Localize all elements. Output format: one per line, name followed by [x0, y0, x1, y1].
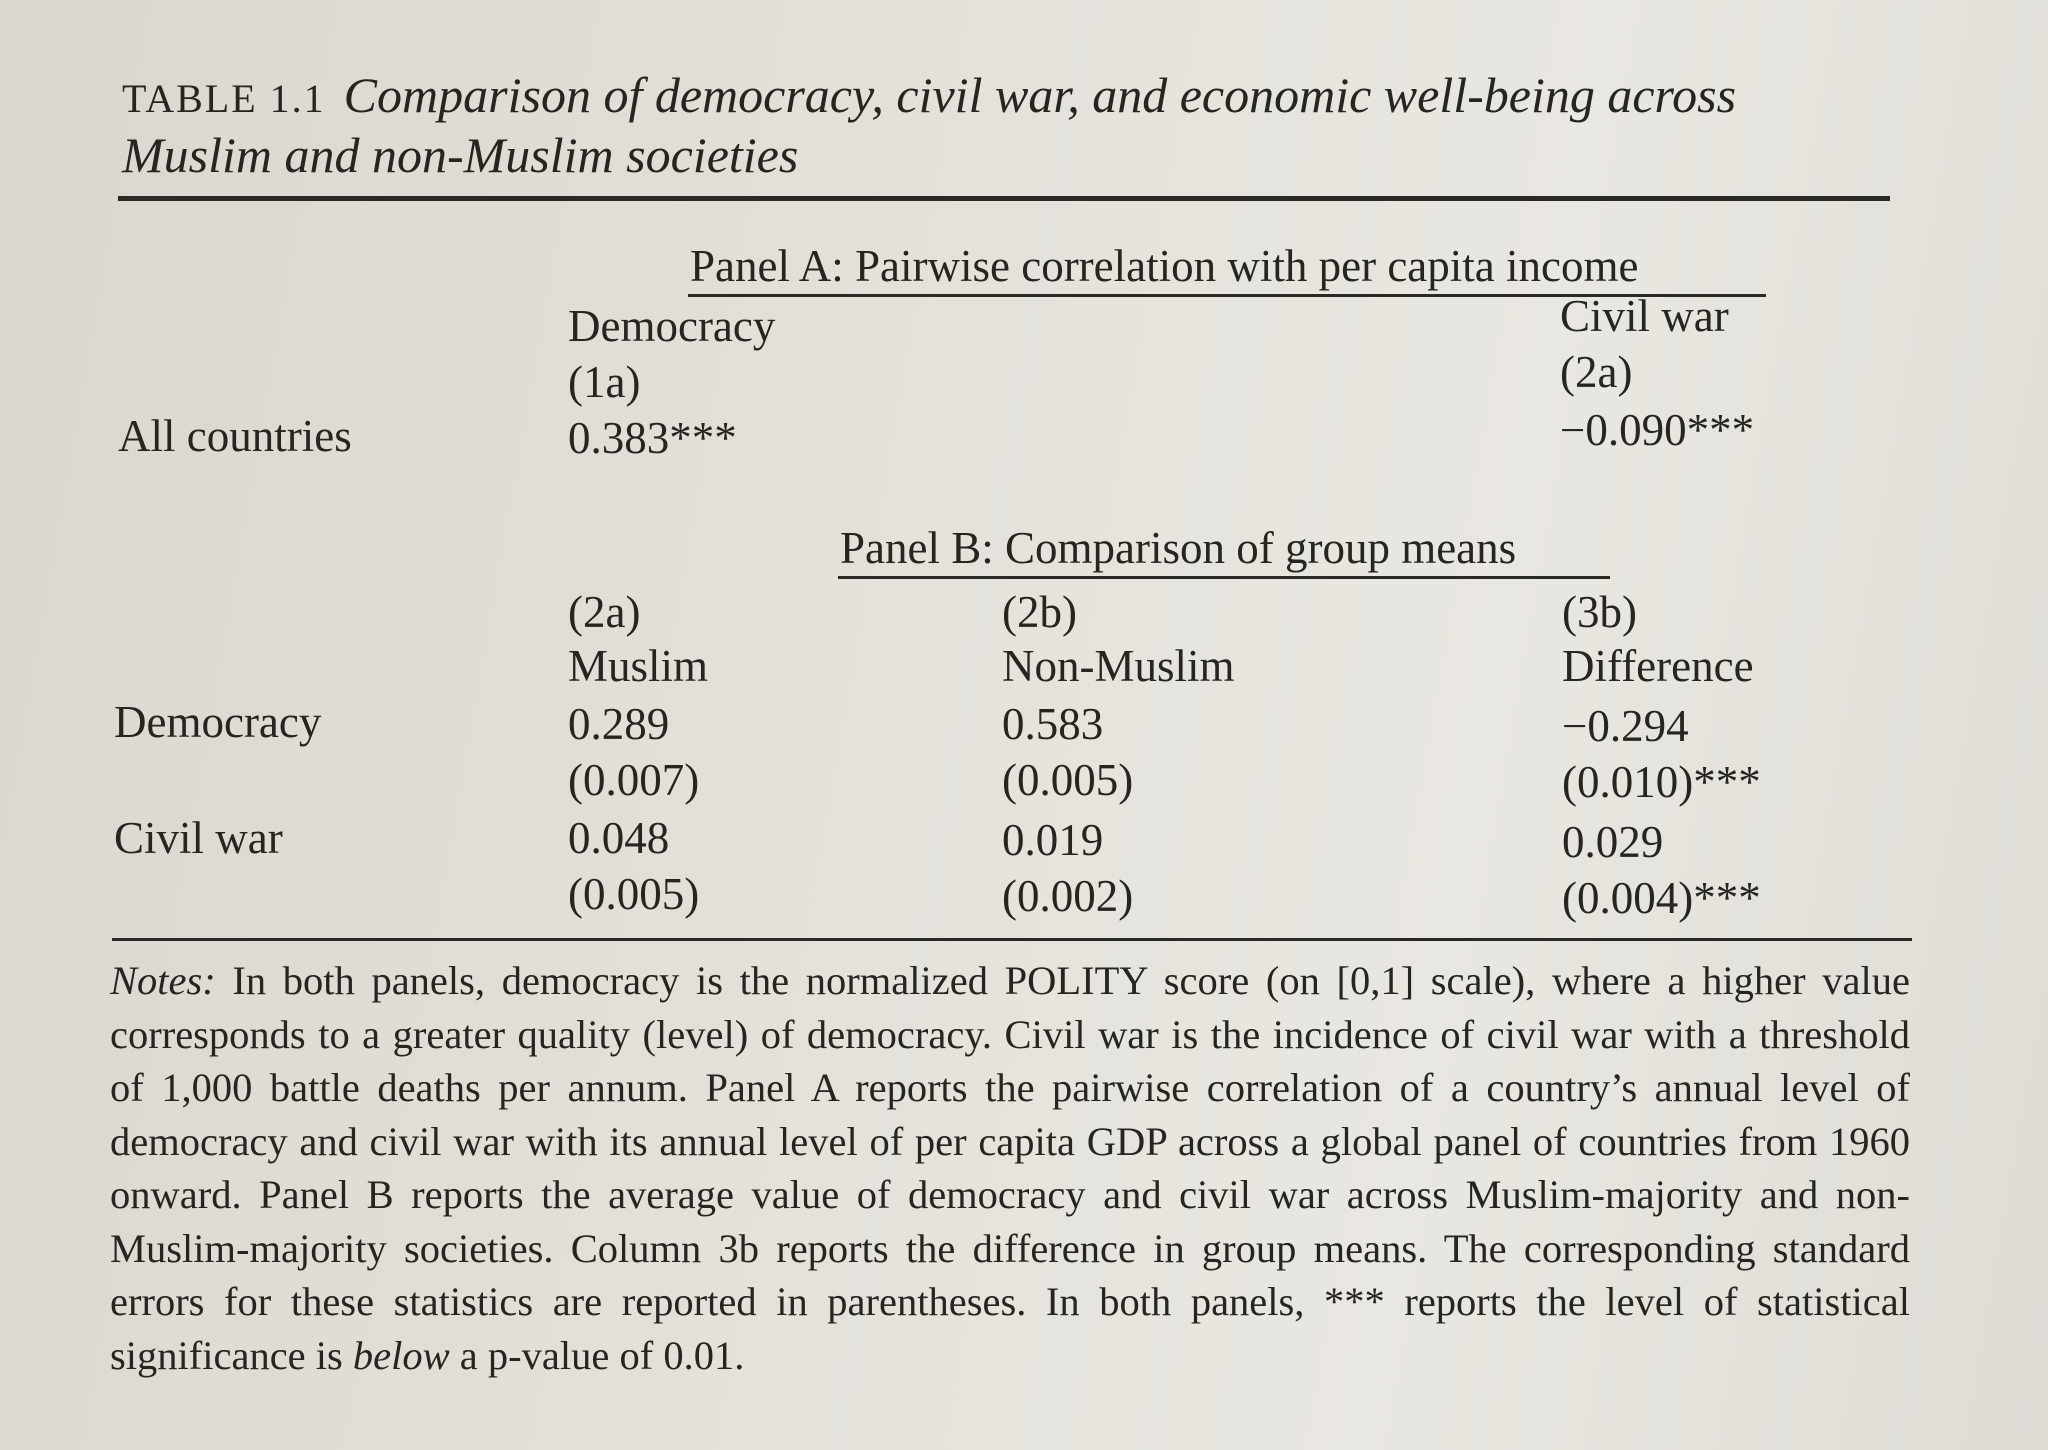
- table-label: TABLE 1.1: [122, 76, 326, 121]
- notes-emphasis: below: [352, 1332, 450, 1378]
- bottom-rule: [112, 938, 1912, 941]
- panel-b-col1-header: Muslim: [568, 641, 709, 691]
- panel-b-col1-id: (2a): [568, 587, 641, 637]
- panel-b-col3-header: Difference: [1562, 641, 1754, 691]
- row-label-civil-war: Civil war: [114, 813, 283, 863]
- panel-b-col2-id: (2b): [1002, 587, 1077, 637]
- notes-text-b: a p-value of 0.01.: [449, 1332, 745, 1378]
- caption-line-1: Comparison of democracy, civil war, and economic well-being across: [343, 67, 1737, 123]
- civilwar-muslim-se: (0.005): [568, 869, 700, 919]
- caption-line-2: Muslim and non-Muslim societies: [122, 127, 799, 183]
- row-label-all-countries: All countries: [118, 411, 352, 461]
- panel-a-col2-id: (2a): [1560, 347, 1633, 397]
- row-label-democracy: Democracy: [114, 697, 322, 747]
- democracy-muslim-se: (0.007): [568, 755, 700, 805]
- panel-a-civilwar-value: −0.090***: [1560, 405, 1755, 455]
- notes-lead: Notes:: [110, 958, 216, 1003]
- panel-b-col3-id: (3b): [1562, 587, 1637, 637]
- panel-a-democracy-value: 0.383***: [568, 413, 737, 463]
- panel-b-underline: [838, 576, 1610, 579]
- notes-text-a: In both panels, democracy is the normalized POLITY score (on [0,1] scale), where a higher value corresponds to a greater quality (level) of democracy. Civil war is the incidence of civil war with a threshold of 1,000 battle deaths per annum. Panel A reports the pairwise correlation of a country’s annual level of democracy and civil war with its annual level of per capita GDP across a global panel of countries from 1960 onward. Panel B reports the average value of democracy and civil war across Muslim-majority and non-Muslim-majority societies. Column 3b reports the difference in group means. The corresponding standard errors for these statistics are reported in parentheses. In both panels, *** reports the level of statistical significance is: [110, 958, 1910, 1378]
- panel-b-col2-header: Non-Muslim: [1002, 641, 1235, 691]
- table-notes: [110, 954, 1910, 1382]
- civilwar-non-muslim: 0.019: [1002, 815, 1104, 865]
- panel-b-heading: Panel B: Comparison of group means: [840, 523, 1517, 573]
- panel-a-col2-header: Civil war: [1560, 291, 1729, 341]
- top-rule: [118, 196, 1890, 201]
- panel-a-col1-header: Democracy: [568, 301, 776, 351]
- civilwar-non-muslim-se: (0.002): [1002, 871, 1134, 921]
- civilwar-difference: 0.029: [1562, 817, 1664, 867]
- democracy-non-muslim: 0.583: [1002, 699, 1104, 749]
- panel-a-heading: Panel A: Pairwise correlation with per capita income: [690, 241, 1639, 291]
- civilwar-muslim: 0.048: [568, 813, 670, 863]
- democracy-muslim: 0.289: [568, 699, 670, 749]
- civilwar-difference-se: (0.004)***: [1562, 873, 1761, 923]
- table-caption: [122, 66, 1736, 128]
- panel-a-col1-id: (1a): [568, 357, 641, 407]
- democracy-difference-se: (0.010)***: [1562, 757, 1761, 807]
- democracy-difference: −0.294: [1562, 701, 1689, 751]
- democracy-non-muslim-se: (0.005): [1002, 755, 1134, 805]
